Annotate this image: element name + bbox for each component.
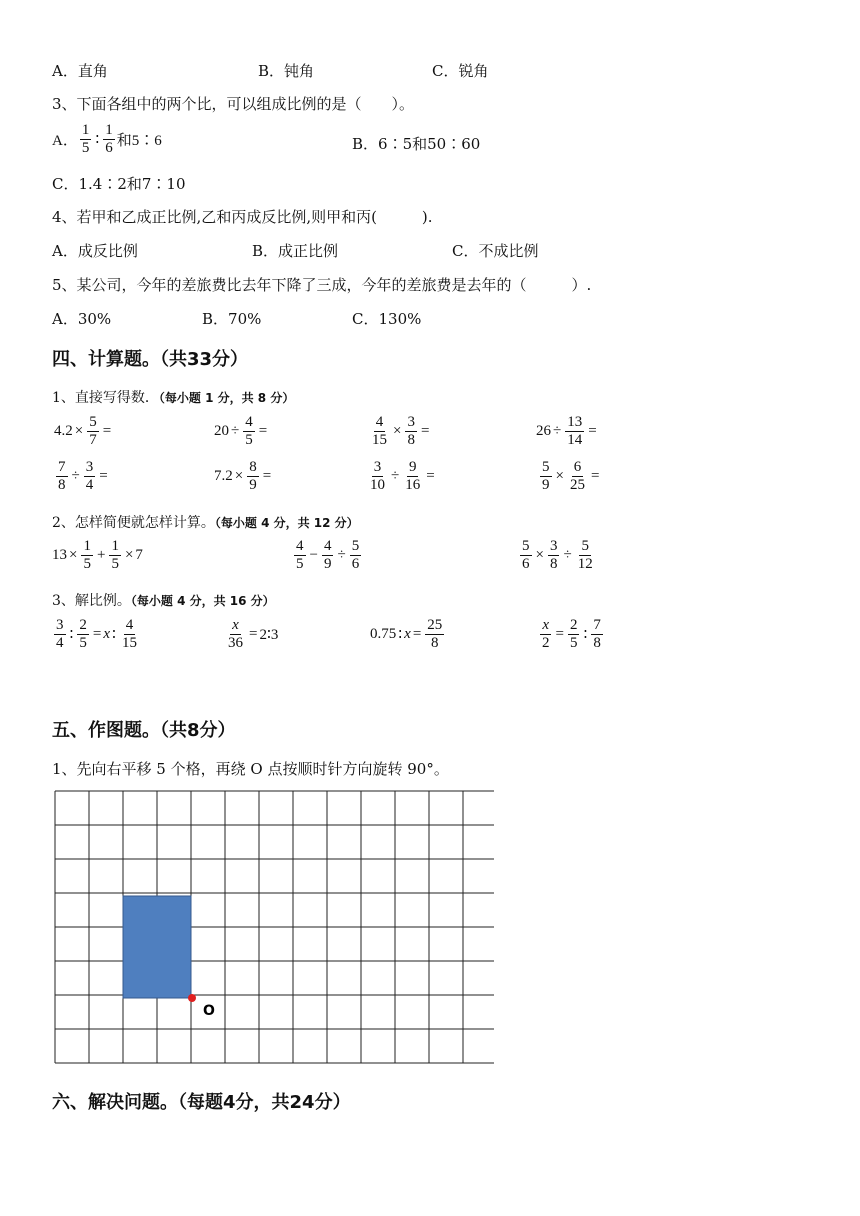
simplify-s3: $\frac{5}{6}$ × $\frac{3}{8}$ ÷ $\frac{5}{12}$ [522,538,593,572]
q2-option-b: B．钝角 [258,62,315,80]
point-o-marker [188,994,196,1002]
sec4-part2-label: 2、怎样简便就怎样计算。 [52,515,215,531]
calc-e1: 4.2 × $\frac{5}{7}$ = [54,414,112,448]
calc-e5: $\frac{7}{8}$ ÷ $\frac{3}{4}$ = [58,459,108,493]
q5-stem: 5、某公司，今年的差旅费比去年下降了三成，今年的差旅费是去年的（ ）. [52,276,592,294]
section-6-title: 六、解决问题。（每题4分，共24分） [52,1092,351,1113]
proportion-r4: $\frac{x}{2}$ = $\frac{2}{5}$ ∶ $\frac{7}{8}$ [542,617,601,651]
q5-option-c: C．130% [352,310,422,328]
q3-option-b: B．6∶5和50∶60 [352,135,481,153]
blue-rectangle-shape [123,896,191,998]
q2-option-a: A．直角 [52,62,108,80]
sec4-part2-note: （每小题 4 分，共 12 分） [214,516,359,530]
fraction: $\frac{1}{6}$ [105,122,113,156]
sec4-part3-note: （每小题 4 分，共 16 分） [130,594,275,608]
q3-stem: 3、下面各组中的两个比，可以组成比例的是（ ）。 [52,95,415,113]
grid-lines [55,791,494,1063]
sec4-part1 [52,387,294,407]
proportion-r2: $\frac{x}{36}$ = 2∶3 [228,617,279,651]
q5-option-b: B．70% [202,310,262,328]
point-o-label: O [203,1003,215,1019]
calc-e3: $\frac{4}{15}$ × $\frac{3}{8}$ = [372,414,430,448]
q3-option-c: C．1.4∶2和7∶10 [52,175,186,193]
calc-e7: $\frac{3}{10}$ ÷ $\frac{9}{16}$ = [370,459,435,493]
q4-option-b: B．成正比例 [252,242,339,260]
q3-option-a: A． $\frac{1}{5}$ ∶ $\frac{1}{6}$ 和5∶6 [52,122,162,156]
sec4-part3-label: 3、解比例。 [52,593,131,609]
sec4-part2 [52,512,359,532]
simplify-s2: $\frac{4}{5}$ − $\frac{4}{9}$ ÷ $\frac{5}{6}$ [296,538,360,572]
q4-option-a: A．成反比例 [52,242,138,260]
section-5-title: 五、作图题。（共8分） [52,720,236,741]
q3-a-tail: 和5∶6 [116,132,162,149]
section-4-title: 四、计算题。（共33分） [52,349,249,370]
q4-option-c: C．不成比例 [452,242,539,260]
calc-e8: $\frac{5}{9}$ × $\frac{6}{25}$ = [542,459,600,493]
sec4-part1-label: 1、直接写得数． [52,390,159,406]
sec4-part1-note: （每小题 1 分，共 8 分） [158,391,295,405]
q5-option-a: A．30% [52,310,112,328]
sec5-part1: 1、先向右平移 5 个格，再绕 O 点按顺时针方向旋转 90°。 [52,760,449,778]
q3-a-prefix: A． [52,132,78,149]
proportion-r1: $\frac{3}{4}$ ∶ $\frac{2}{5}$ = x ∶ $\frac{4}{15}$ [56,617,137,651]
calc-e4: 26 ÷ $\frac{13}{14}$ = [536,414,597,448]
q4-stem: 4、若甲和乙成正比例,乙和丙成反比例,则甲和丙( ). [52,208,433,226]
simplify-s1: 13 × $\frac{1}{5}$ + $\frac{1}{5}$ × 7 [52,538,143,572]
calc-e6: 7.2 × $\frac{8}{9}$ = [214,459,272,493]
fraction: $\frac{1}{5}$ [81,122,90,156]
calc-e2: 20 ÷ $\frac{4}{5}$ = [214,414,268,448]
sec4-part3 [52,590,275,610]
proportion-r3: 0.75 ∶ x = $\frac{25}{8}$ [370,617,443,651]
drawing-grid [54,790,494,1072]
q2-option-c: C．锐角 [432,62,489,80]
